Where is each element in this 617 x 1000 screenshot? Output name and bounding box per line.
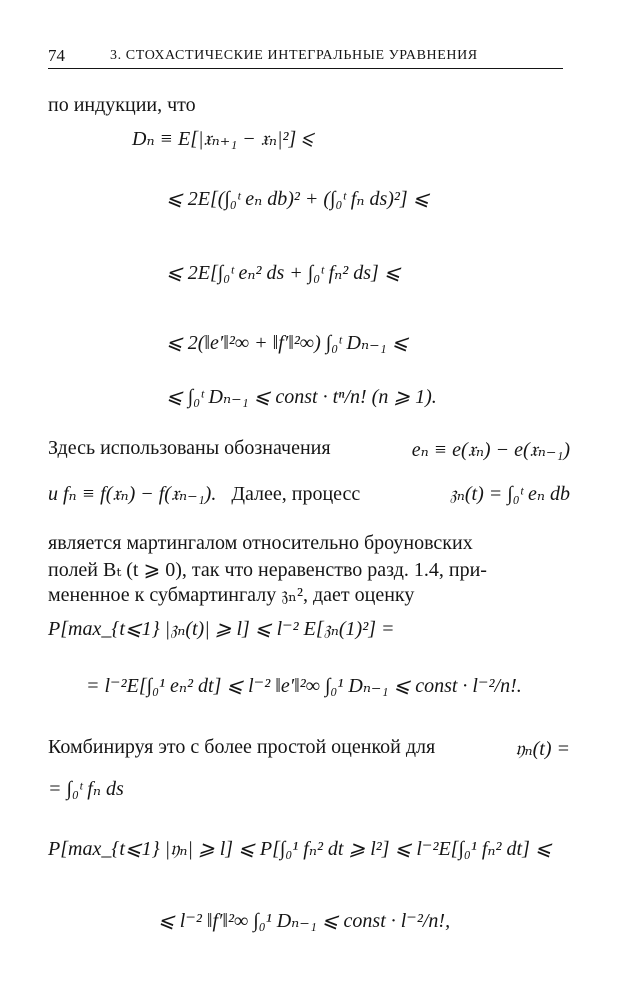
intro-text: по индукции, что [48,94,196,116]
paragraph-1-line-2-math: 𝔷ₙ(t) = ∫₀ᵗ eₙ db [449,483,570,505]
equation-3-line-2: ⩽ l⁻² ‖f′‖²∞ ∫₀¹ Dₙ₋₁ ⩽ const · l⁻²/n!, [158,910,451,932]
equation-line-5: ⩽ ∫₀ᵗ Dₙ₋₁ ⩽ const · tⁿ/n! (n ⩾ 1). [166,386,437,408]
equation-line-2: ⩽ 2E[(∫₀ᵗ eₙ db)² + (∫₀ᵗ fₙ ds)²] ⩽ [166,188,430,210]
paragraph-1-line-1 [48,437,570,460]
running-header [48,44,563,69]
equation-2-line-2: = l⁻²E[∫₀¹ eₙ² dt] ⩽ l⁻² ‖e′‖²∞ ∫₀¹ Dₙ₋₁ ⩽ const · l⁻²/n!. [86,675,522,697]
paragraph-1-line-3: является мартингалом относительно броуновских [48,532,473,554]
equation-line-1: Dₙ ≡ E[|𝔵ₙ₊₁ − 𝔵ₙ|²] ⩽ [132,128,313,150]
paragraph-1-line-4: полей Bₜ (t ⩾ 0), так что неравенство разд. 1.4, при- [48,559,487,581]
running-title: 3. СТОХАСТИЧЕСКИЕ ИНТЕГРАЛЬНЫЕ УРАВНЕНИЯ [110,48,478,63]
page-number: 74 [48,46,65,65]
paragraph-1-line-5: мененное к субмартингалу 𝔷ₙ², дает оценку [48,584,415,606]
paragraph-1-line-2-left: и fₙ ≡ f(𝔵ₙ) − f(𝔵ₙ₋₁). [48,483,217,505]
equation-3-line-1: P[max_{t⩽1} |𝔶ₙ| ⩾ l] ⩽ P[∫₀¹ fₙ² dt ⩾ l²] ⩽ l⁻²E[∫₀¹ fₙ² dt] ⩽ [48,838,552,860]
paragraph-1-line-1-text: Здесь использованы обозначения [48,437,331,459]
paragraph-1-line-1-math: eₙ ≡ e(𝔵ₙ) − e(𝔵ₙ₋₁) [411,439,570,461]
equation-line-3: ⩽ 2E[∫₀ᵗ eₙ² ds + ∫₀ᵗ fₙ² ds] ⩽ [166,262,401,284]
equation-line-4: ⩽ 2(‖e′‖²∞ + ‖f′‖²∞) ∫₀ᵗ Dₙ₋₁ ⩽ [166,332,409,354]
paragraph-1-line-2-mid: Далее, процесс [231,483,361,505]
paragraph-1-line-2 [48,481,570,506]
paragraph-2-line-1-text: Комбинируя это с более простой оценкой для [48,736,436,758]
equation-2-line-1: P[max_{t⩽1} |𝔷ₙ(t)| ⩾ l] ⩽ l⁻² E[𝔷ₙ(1)²] = [48,618,395,640]
paragraph-2-line-1-math: 𝔶ₙ(t) = [515,738,570,760]
paragraph-2-line-1 [48,736,570,759]
paragraph-2-line-2: = ∫₀ᵗ fₙ ds [48,778,124,800]
